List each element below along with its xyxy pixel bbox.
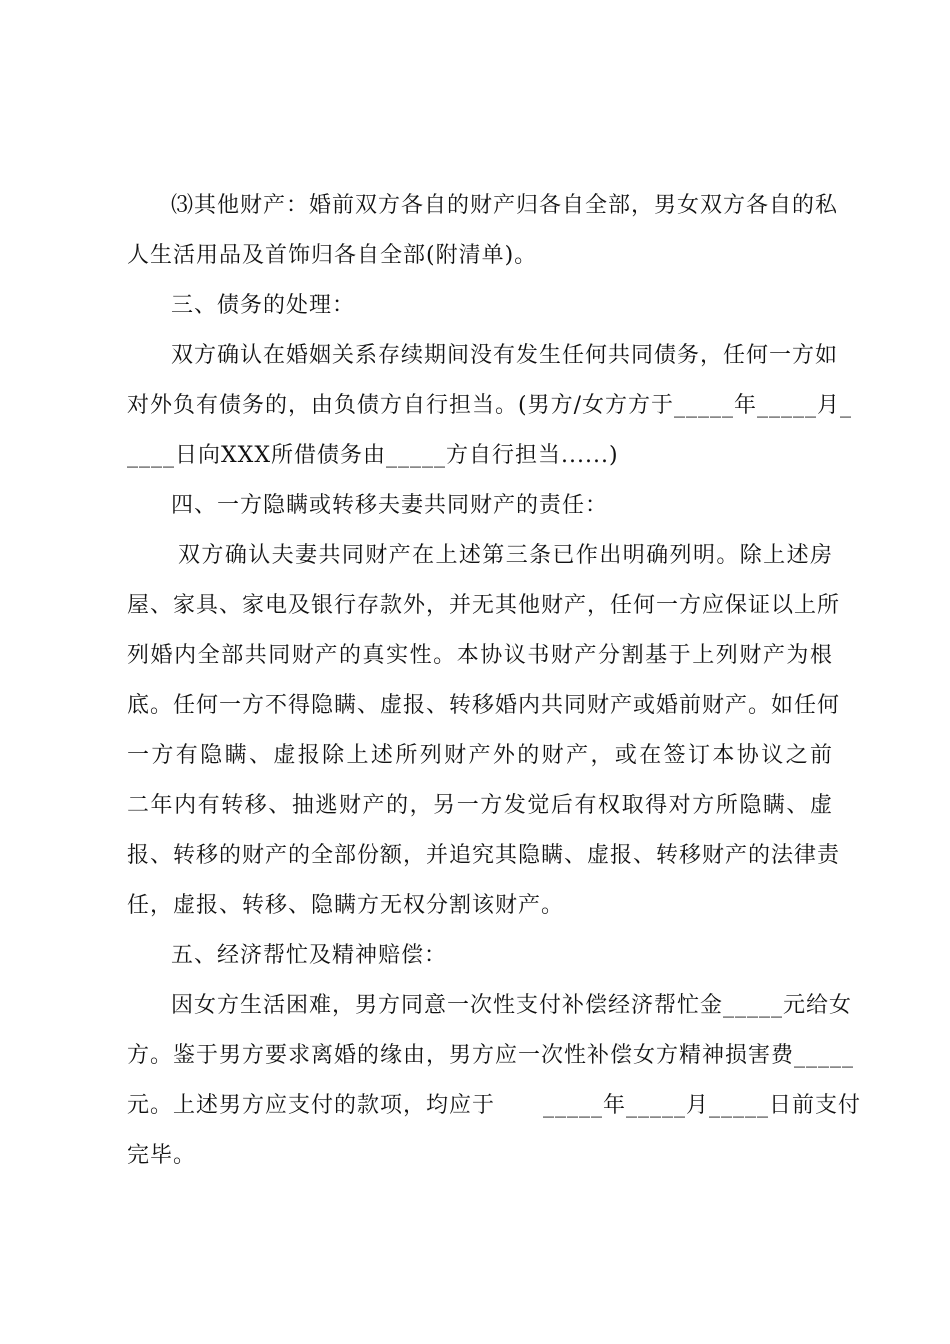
paragraph-line: 人生活用品及首饰归各自全部(附清单)。 [127, 243, 538, 268]
paragraph-line: 底。任何一方不得隐瞒、虚报、转移婚内共同财产或婚前财产。如任何 [127, 693, 841, 718]
paragraph-line: 屋、家具、家电及银行存款外，并无其他财产，任何一方应保证以上所 [127, 593, 841, 618]
paragraph-line: ⑶其他财产：婚前双方各自的财产归各自全部，男女双方各自的私 [171, 193, 839, 218]
paragraph-line: 因女方生活困难，男方同意一次性支付补偿经济帮忙金_____元给女 [171, 993, 853, 1018]
paragraph-line: ____日向XXX所借债务由_____方自行担当......) [127, 443, 619, 468]
paragraph-line: 完毕。 [127, 1143, 197, 1168]
paragraph-line: 双方确认夫妻共同财产在上述第三条已作出明确列明。除上述房 [178, 543, 833, 568]
paragraph-line: 方。鉴于男方要求离婚的缘由，男方应一次性补偿女方精神损害费_____ [127, 1043, 855, 1068]
paragraph-line: 列婚内全部共同财产的真实性。本协议书财产分割基于上列财产为根 [127, 643, 833, 668]
paragraph-line: 二年内有转移、抽逃财产的，另一方发觉后有权取得对方所隐瞒、虚 [127, 793, 833, 818]
paragraph-line: 报、转移的财产的全部份额，并追究其隐瞒、虚报、转移财产的法律责 [127, 843, 841, 868]
paragraph-line: 双方确认在婚姻关系存续期间没有发生任何共同债务，任何一方如 [171, 343, 839, 368]
section-heading-concealment: 四、一方隐瞒或转移夫妻共同财产的责任： [171, 493, 609, 518]
paragraph-line: 任，虚报、转移、隐瞒方无权分割该财产。 [127, 893, 565, 918]
section-heading-compensation: 五、经济帮忙及精神赔偿： [171, 943, 448, 968]
paragraph-line: 对外负有债务的，由负债方自行担当。(男方/女方方于_____年_____月_ [127, 393, 852, 418]
paragraph-line: 元。上述男方应支付的款项，均应于 _____年_____月_____日前支付 [127, 1093, 861, 1118]
paragraph-line: 一方有隐瞒、虚报除上述所列财产外的财产，或在签订本协议之前 [127, 743, 833, 768]
section-heading-debts: 三、债务的处理： [171, 293, 356, 318]
